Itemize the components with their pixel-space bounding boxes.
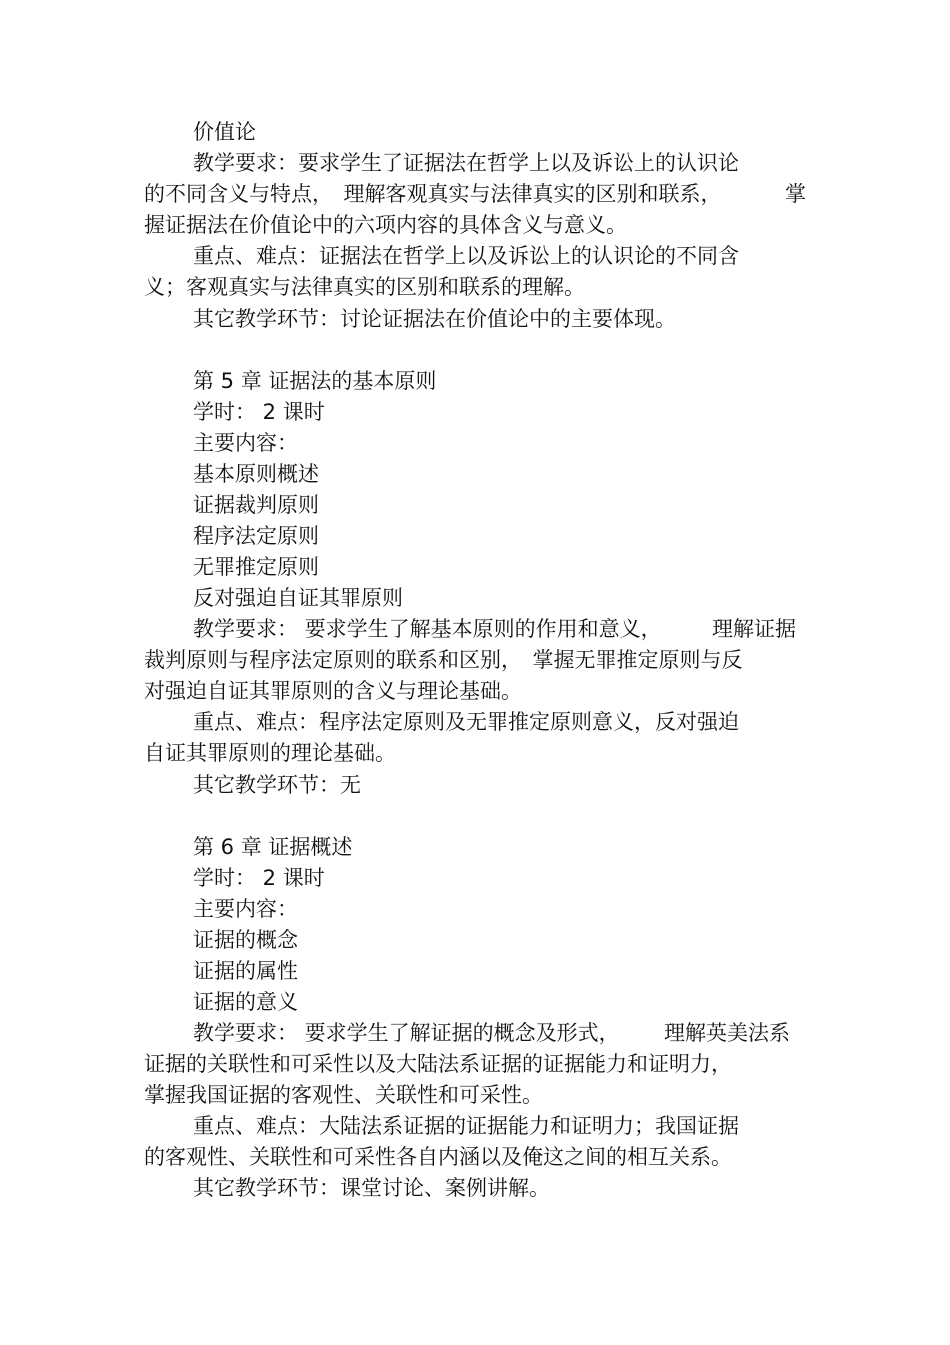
key-points: 重点、难点：程序法定原则及无罪推定原则意义，反对强迫	[193, 710, 739, 734]
content-item: 程序法定原则	[193, 524, 319, 548]
key-points: 重点、难点：证据法在哲学上以及诉讼上的认识论的不同含	[193, 244, 739, 268]
other-activities: 其它教学环节：课堂讨论、案例讲解。	[193, 1176, 550, 1200]
other-activities: 其它教学环节：无	[193, 773, 361, 797]
content-item: 反对强迫自证其罪原则	[193, 586, 403, 610]
key-points-cont: 义；客观真实与法律真实的区别和联系的理解。	[144, 275, 585, 299]
key-points-cont: 自证其罪原则的理论基础。	[144, 741, 396, 765]
teaching-requirement-cont: 裁判原则与程序法定原则的联系和区别， 掌握无罪推定原则与反	[144, 648, 743, 672]
content-item: 证据裁判原则	[193, 493, 319, 517]
class-hours: 学时： 2 课时	[193, 866, 325, 890]
content-item: 证据的意义	[193, 990, 298, 1014]
section-heading: 价值论	[193, 120, 256, 144]
other-activities: 其它教学环节：讨论证据法在价值论中的主要体现。	[193, 307, 676, 331]
key-points-cont: 的客观性、关联性和可采性各自内涵以及俺这之间的相互关系。	[144, 1145, 732, 1169]
chapter-title: 第 6 章 证据概述	[193, 835, 353, 859]
content-item: 无罪推定原则	[193, 555, 319, 579]
teaching-requirement-cont: 握证据法在价值论中的六项内容的具体含义与意义。	[144, 213, 627, 237]
teaching-requirement: 教学要求：要求学生了证据法在哲学上以及诉讼上的认识论	[193, 151, 739, 175]
teaching-requirement-cont: 对强迫自证其罪原则的含义与理论基础。	[144, 679, 522, 703]
teaching-requirement-cont: 理解证据	[712, 617, 796, 641]
teaching-requirement-cont: 掌握我国证据的客观性、关联性和可采性。	[144, 1083, 543, 1107]
main-content-label: 主要内容：	[193, 431, 298, 455]
teaching-requirement-cont: 证据的关联性和可采性以及大陆法系证据的证据能力和证明力，	[144, 1052, 732, 1076]
content-item: 证据的概念	[193, 928, 298, 952]
teaching-requirement: 教学要求： 要求学生了解证据的概念及形式，	[193, 1021, 620, 1045]
teaching-requirement-cont: 掌	[785, 182, 806, 206]
class-hours: 学时： 2 课时	[193, 400, 325, 424]
main-content-label: 主要内容：	[193, 897, 298, 921]
teaching-requirement: 教学要求： 要求学生了解基本原则的作用和意义，	[193, 617, 662, 641]
teaching-requirement-cont: 理解英美法系	[664, 1021, 790, 1045]
content-item: 证据的属性	[193, 959, 298, 983]
chapter-title: 第 5 章 证据法的基本原则	[193, 369, 437, 393]
teaching-requirement-cont: 的不同含义与特点， 理解客观真实与法律真实的区别和联系，	[144, 182, 722, 206]
content-item: 基本原则概述	[193, 462, 319, 486]
key-points: 重点、难点：大陆法系证据的证据能力和证明力；我国证据	[193, 1114, 739, 1138]
